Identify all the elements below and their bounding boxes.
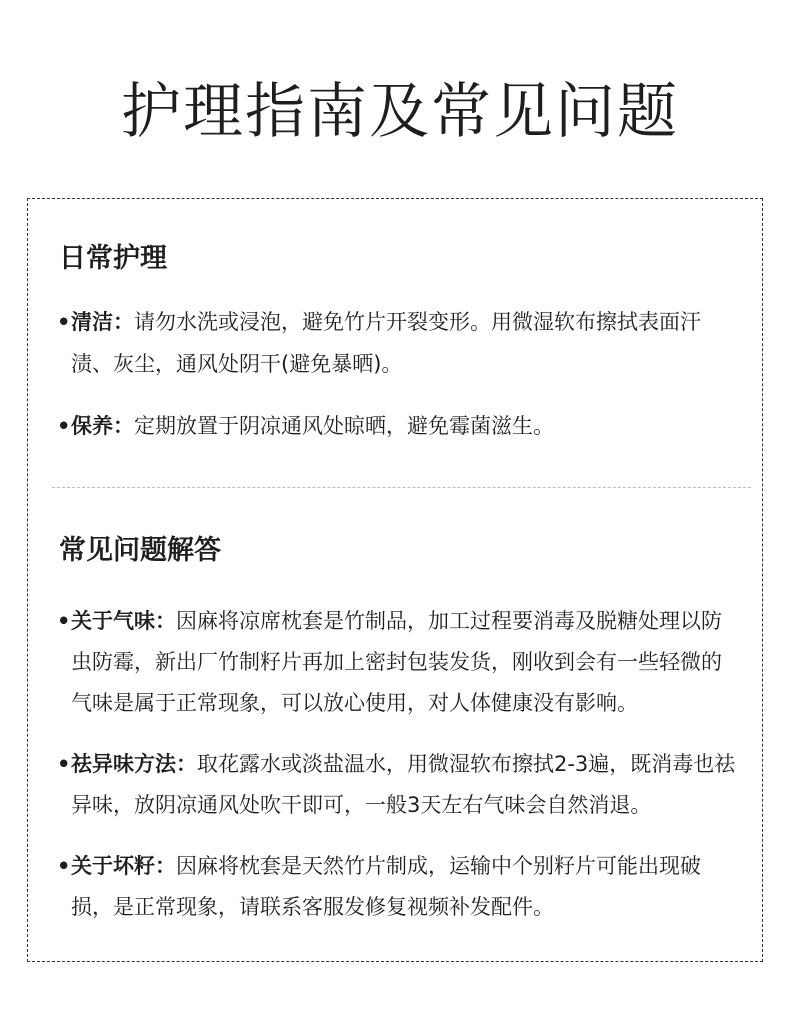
- bullet-icon: •: [57, 414, 71, 438]
- faq-section: [59, 533, 742, 928]
- faq-item-damaged-pieces: [59, 846, 742, 928]
- daily-care-list: [59, 301, 742, 447]
- item-label: 关于气味：: [71, 609, 176, 633]
- item-label: 祛异味方法：: [71, 752, 197, 776]
- daily-care-heading: 日常护理: [59, 243, 167, 274]
- bullet-icon: •: [57, 310, 71, 334]
- item-label: 清洁：: [71, 310, 134, 334]
- item-text: 请勿水洗或浸泡，避免竹片开裂变形。用微湿软布擦拭表面汗渍、灰尘，通风处阴干(避免暴晒)。: [71, 310, 701, 376]
- item-label: 保养：: [71, 414, 134, 438]
- bullet-icon: •: [57, 609, 71, 633]
- item-text: 因麻将枕套是天然竹片制成，运输中个别籽片可能出现破损，是正常现象，请联系客服发修复视频补发配件。: [71, 854, 701, 919]
- care-item-cleaning: [59, 301, 742, 385]
- care-item-maintenance: [59, 405, 742, 447]
- section-divider: [52, 487, 751, 488]
- care-faq-panel: [27, 198, 763, 962]
- item-text: 定期放置于阴凉通风处晾晒，避免霉菌滋生。: [134, 414, 554, 438]
- bullet-icon: •: [57, 752, 71, 776]
- faq-item-odor: [59, 601, 742, 724]
- faq-heading: 常见问题解答: [59, 535, 221, 566]
- item-label: 关于坏籽：: [71, 854, 176, 878]
- faq-item-odor-removal: [59, 744, 742, 826]
- bullet-icon: •: [57, 854, 71, 878]
- page-title: 护理指南及常见问题: [121, 77, 679, 147]
- item-text: 因麻将凉席枕套是竹制品，加工过程要消毒及脱糖处理以防虫防霉，新出厂竹制籽片再加上密封包装发货，刚收到会有一些轻微的气味是属于正常现象，可以放心使用，对人体健康没有影响。: [71, 609, 722, 715]
- faq-list: [59, 601, 742, 928]
- item-text: 取花露水或淡盐温水，用微湿软布擦拭2-3遍，既消毒也祛异味，放阴凉通风处吹干即可，一般3天左右气味会自然消退。: [71, 752, 736, 817]
- daily-care-section: [59, 241, 742, 447]
